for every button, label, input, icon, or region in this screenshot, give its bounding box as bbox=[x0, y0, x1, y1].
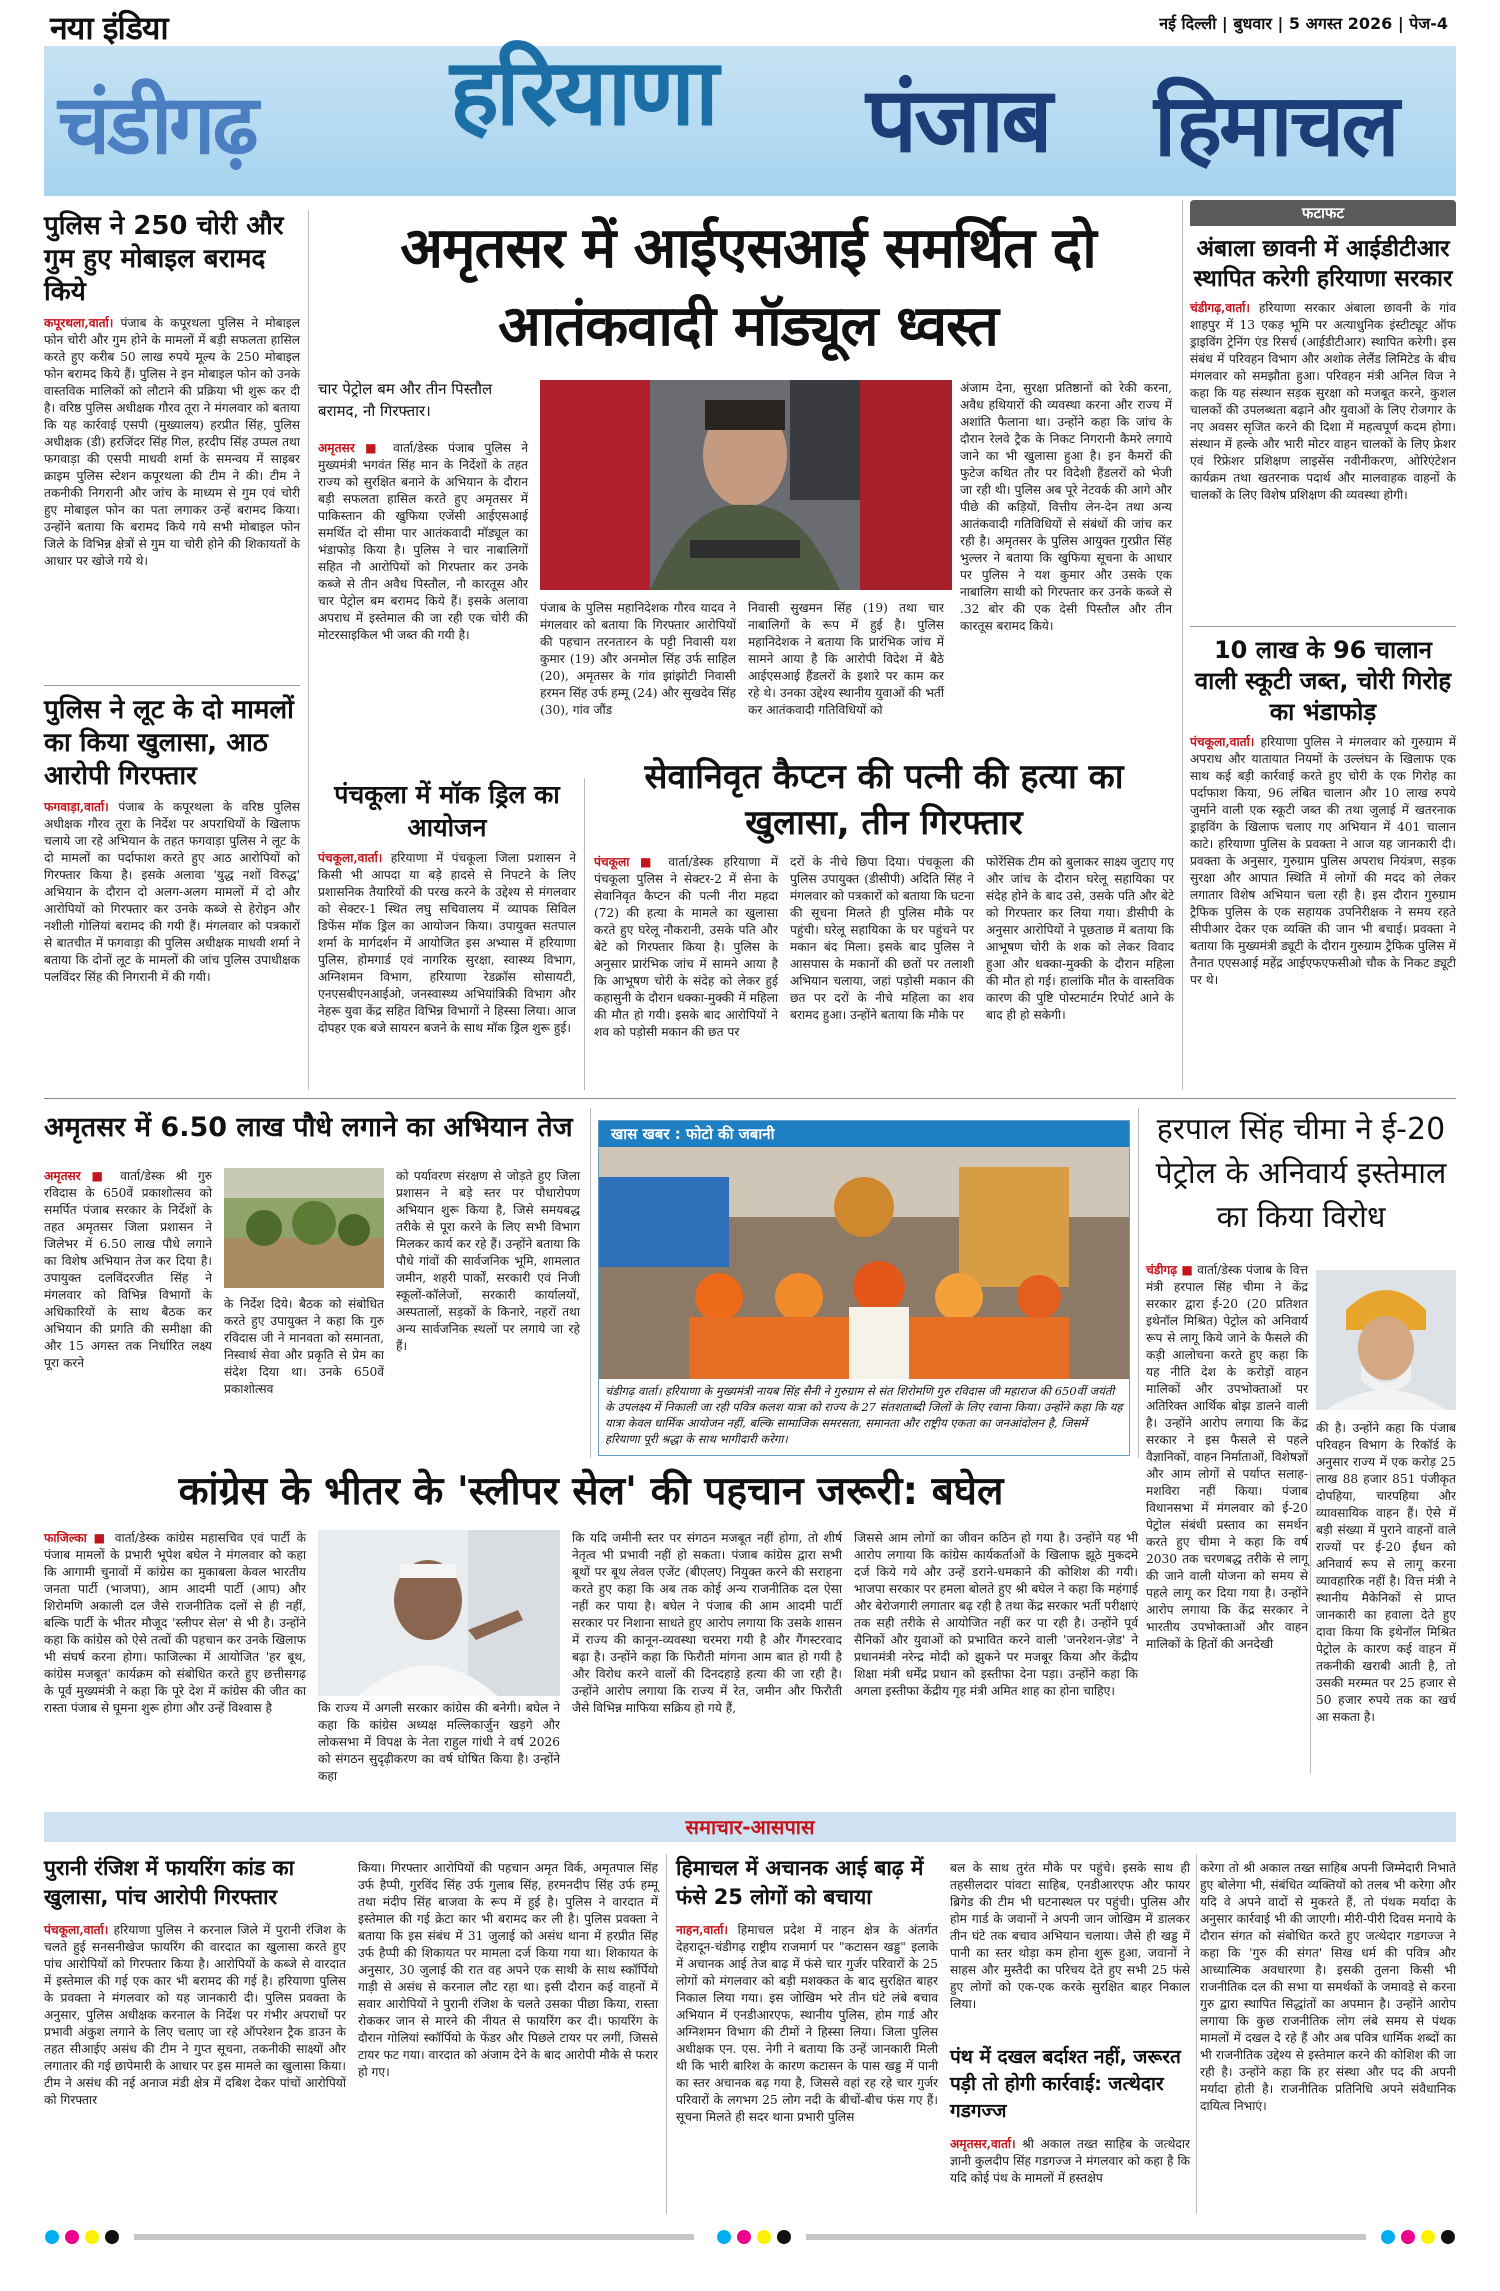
city-name: चंडीगढ़ bbox=[58, 78, 256, 173]
plants-col2 bbox=[224, 1296, 384, 1458]
mockdrill-headline: पंचकूला में मॉक ड्रिल का आयोजन bbox=[334, 780, 560, 842]
bottom-story1-col2 bbox=[358, 1860, 658, 2214]
sevanivrit-col1: पंचकूला ■ वार्ता/डेस्क हरियाणा में पंचकूला पुलिस ने सेक्टर-2 में सेना के सेवानिवृत कैप्टन की पत्नी नीरा महदा (72) की हत्या के मामले का खुलासा करते हुए घरेलू नौकरानी, उसके पति और बेटे को गिरफ्तार किया है। पुलिस के अनुसार प्रारंभिक जांच में सामने आया है कि आभूषण चोरी के संदेह को लेकर हुई कहासुनी के दौरान धक्का-मुक्की में महिला की मौत हो गयी। इसके बाद आरोपियों ने शव को पड़ोसी मकान की छत पर bbox=[594, 855, 779, 1039]
fatafat-divider bbox=[1190, 626, 1456, 627]
mockdrill-text: हरियाणा में पंचकूला जिला प्रशासन ने किसी भी आपदा या बड़े हादसे से निपटने के लिए प्रशासनिक तैयारियों की परख करने के उद्देश्य से मंगलवार को सेक्टर-1 स्थित लघु सचिवालय में व्यापक सिविल डिफेंस मॉक ड्रिल का आयोजन किया। उपायुक्त सतपाल शर्मा के मार्गदर्शन में आयोजित इस अभ्यास में हरियाणा पुलिस, होमगार्ड एवं नागरिक सुरक्षा, स्वास्थ्य विभाग, अग्निशमन विभाग, हरियाणा रेडक्रॉस सोसायटी, एनएसबीएनआईओ, जनस्वास्थ्य अभियांत्रिकी विभाग और नेहरू युवा केंद्र सहित विभिन्न विभागों ने हिस्सा लिया। आज दोपहर एक बजे सायरन बजने के साथ मॉक ड्रिल शुरू हुई। bbox=[318, 851, 577, 1035]
photo-feature-caption: चंडीगढ़ वार्ता। हरियाणा के मुख्यमंत्री नायब सिंह सैनी ने गुरुग्राम से संत शिरोमणि गुरु रविदास जी महाराज की 650वीं जयंती के उपलक्ष्य में निकाली जा रही पवित्र कलश यात्रा को राज्य के 27 संतशताब्दी जिलों के लिए रवाना किया। उन्होंने कहा कि यह यात्रा केवल धार्मिक आयोजन नहीं, बल्कि सामाजिक समरसता, समानता और राष्ट्रीय एकता का जनआंदोलन है, जिसमें हरियाणा पूरी श्रद्धा के साथ भागीदारी करेगा। bbox=[605, 1384, 1123, 1446]
paper-name-logo: नया इंडिया bbox=[50, 9, 168, 47]
bottom-story3-head bbox=[950, 2044, 1190, 2134]
mockdrill-body bbox=[318, 850, 576, 1086]
baghel-col4 bbox=[854, 1530, 1138, 1774]
bottom-story2-col1 bbox=[676, 1922, 938, 2214]
bottom-story3-col-right-text: करेगा तो श्री अकाल तख्त साहिब अपनी जिम्मेदारी निभाते हुए बोलेगा भी, संबंधित व्यक्तियों को तलब भी करेगा और यदि वे अपने वादों से मुकरते हैं, तो पंथक मर्यादा के अनुसार कार्रवाई भी की जाएगी। मीरी-पीरी दिवस मनाये के दौरान संगत को संबोधित करते हुए जत्थेदार गडगज्ज ने कहा कि 'गुरु की संगत' सिख धर्म की पवित्र और आध्यात्मिक अवधारणा है। इसकी तुलना किसी भी राजनीतिक दल की सभा या समर्थकों के जमावड़े से करना गुरु द्वारा स्थापित सिद्धांतों का अपमान है। उन्होंने आरोप लगाया कि कुछ राजनीतिक लोग लंबे समय से पंथक मामलों में दखल दे रहे हैं और अब पवित्र धार्मिक शब्दों का भी राजनीतिक उद्देश्य से इस्तेमाल करने की कोशिश की जा रही है। उन्होंने कहा कि हर संस्था और पद की अपनी मर्यादा होती है। राजनीतिक प्रतिनिधि अपने संवैधानिक दायित्व निभाएं। bbox=[1200, 1861, 1456, 2113]
plants-col3-text: को पर्यावरण संरक्षण से जोड़ते हुए जिला प्रशासन ने बड़े स्तर पर पौधारोपण अभियान शुरू किया है, जिसे समयबद्ध तरीके से पूरा करने के लिए सभी विभाग मिलकर कार्य कर रहे हैं। उन्होंने बताया कि पौधे गांवों की सार्वजनिक भूमि, शामलात जमीन, शहरी पार्कों, सरकारी एवं निजी स्कूलों-कॉलेजों, सरकारी कार्यालयों, अस्पतालों, सड़कों के किनारे, नहरों तथा अन्य सार्वजनिक स्थलों पर लगाये जा रहे हैं। bbox=[396, 1169, 580, 1353]
lead-headline-text: अमृतसर में आईएसआई समर्थित दो आतंकवादी मॉड्यूल ध्वस्त bbox=[400, 216, 1096, 359]
fatafat-idtr-headline: अंबाला छावनी में आईडीटीआर स्थापित करेगी हरियाणा सरकार bbox=[1193, 236, 1453, 292]
print-registration-bar bbox=[44, 2228, 1456, 2246]
bottom-story3-col2 bbox=[1200, 1860, 1456, 2214]
baghel-col2 bbox=[318, 1700, 560, 1783]
baghel-headline-text: कांग्रेस के भीतर के 'स्लीपर सेल' की पहचान जरूरी: बघेल bbox=[178, 1469, 1004, 1514]
fatafat-scooty-dateline: पंचकूला,वार्ता। bbox=[1190, 735, 1255, 749]
lead-col2 bbox=[540, 600, 736, 770]
plants-col3 bbox=[396, 1168, 580, 1458]
story-loot-body bbox=[44, 799, 300, 1119]
cheema-col2-text: की है। उन्होंने कहा कि पंजाब परिवहन विभाग के रिकॉर्ड के अनुसार राज्य में एक करोड़ 25 लाख 88 हजार 851 पंजीकृत दोपहिया, चारपहिया और व्यावसायिक वाहन हैं। ऐसे में बड़ी संख्या में पुराने वाहनों वाले राज्यों पर ई-20 ईंधन को अनिवार्य रूप से लागू करना व्यावहारिक नहीं है। वित्त मंत्री ने स्थानीय मैकेनिकों से प्राप्त जानकारी का हवाला देते हुए दावा किया कि इथेनॉल मिश्रित पेट्रोल के कारण कई वाहन में तकनीकी खराबी आती है, तो उसकी मरम्मत पर 25 हजार से 50 हजार रुपये तक का खर्च आ सकता है। bbox=[1316, 1421, 1456, 1724]
fatafat-scooty-text: हरियाणा पुलिस ने मंगलवार को गुरुग्राम में अपराध और यातायात नियमों के उल्लंघन के खिलाफ एक साथ कई बड़ी कार्रवाई करते हुए चोरी के एक गिरोह का पर्दाफाश किया, 96 लंबित चालान और 10 लाख रुपये जुर्माने वाली एक स्कूटी जब्त की तथा जुलाई में खतरनाक ड्राइविंग के खिलाफ चलाए गए अभियान में 401 चालान काटे। हरियाणा पुलिस के प्रवक्ता ने आज यह जानकारी दी। प्रवक्ता के अनुसार, गुरुग्राम पुलिस अपराध नियंत्रण, सड़क सुरक्षा और आपात स्थिति में लोगों की मदद को लेकर लगातार विशेष अभियान चला रही है। इस दौरान गुरुग्राम ट्रैफिक पुलिस के एक सहायक उपनिरीक्षक ने समय रहते सीपीआर देकर एक व्यक्ति की जान भी बचाई। प्रवक्ता ने बताया कि मुख्यमंत्री ड्यूटी के दौरान गुरुग्राम ट्रैफिक पुलिस में तैनात एएसआई महेंद्र आईएफएफसीओ चौक के निकट ड्यूटी पर थे। bbox=[1190, 735, 1457, 987]
sevanivrit-dateline-agency: वार्ता/डेस्क bbox=[668, 855, 714, 869]
photo-feature-label: खास खबर : फोटो की जबानी bbox=[599, 1121, 1129, 1147]
bottom-story2-col2-text: बल के साथ तुरंत मौके पर पहुंचे। इसके साथ ही तहसीलदार पांवटा साहिब, एनडीआरएफ और फायर ब्रिगेड की टीम भी घटनास्थल पर पहुंची। पुलिस और होम गार्ड के जवानों ने अपनी जान जोखिम में डालकर तीन घंटे तक बचाव अभियान चलाया। जैसे ही खड्ड में पानी का स्तर थोड़ा कम होना शुरू हुआ, जवानों ने साहस और मुस्तैदी का परिचय देते हुए सभी 25 फंसे हुए लोगों को एक-एक करके सुरक्षित बाहर निकाल लिया। bbox=[950, 1861, 1190, 2011]
story-mobile-headline: पुलिस ने 250 चोरी और गुम हुए मोबाइल बरामद किये bbox=[44, 211, 284, 307]
bottom-rule-1 bbox=[666, 1854, 667, 2214]
bottom-story3-col1 bbox=[950, 2136, 1190, 2214]
lead-col2-text: पंजाब के पुलिस महानिदेशक गौरव यादव ने मंगलवार को बताया कि गिरफ्तार आरोपियों की पहचान तरनतारन के पट्टी निवासी यश कुमार (19) और अनमोल सिंह उर्फ साहिल (20), अमृतसर के गांव झांझोटी निवासी हरमन सिंह उर्फ हम्मू (24) और सुखदेव सिंह (30), गांव जौंड bbox=[540, 601, 736, 717]
masthead bbox=[44, 4, 1456, 196]
sevanivrit-headline-text: सेवानिवृत कैप्टन की पत्नी की हत्या का खुलासा, तीन गिरफ्तार bbox=[644, 757, 1124, 843]
fatafat-scooty-headline: 10 लाख के 96 चालान वाली स्कूटी जब्त, चोरी गिरोह का भंडाफोड़ bbox=[1194, 636, 1452, 726]
lead-dateline-agency: वार्ता/डेस्क bbox=[393, 441, 438, 455]
dateline: नई दिल्ली | बुधवार | 5 अगस्त 2026 | पेज-4 bbox=[1159, 14, 1448, 33]
lead-col4-text: अंजाम देना, सुरक्षा प्रतिष्ठानों को रेकी करना, अवैध हथियारों की व्यवस्था करना और राज्य में अशांति फैलाना था। उन्होंने कहा कि जांच के दौरान रेलवे ट्रैक के निकट निगरानी कैमरे लगाये जाने का भी खुलासा हुआ है। इन कैमरों की फुटेज कथित तौर पर विदेशी हैंडलरों को भेजी जा रही थी। पुलिस अब पूरे नेटवर्क की आगे और पीछे की कड़ियों, वित्तीय लेन-देन तथा अन्य आतंकवादी गतिविधियों से संबंधों की जांच कर रही है। अमृतसर के पुलिस आयुक्त गुरप्रीत सिंह भुल्लर ने बताया कि खुफिया सूचना के आधार पर पुलिस ने यश कुमार और उसके एक नाबालिग साथी को गिरफ्तार कर उनके कब्जे से .32 बोर की एक देसी पिस्तौल और तीन कारतूस बरामद किये। bbox=[960, 381, 1172, 633]
fatafat-label: फटाफट bbox=[1190, 200, 1456, 226]
lead-headline bbox=[318, 210, 1178, 370]
lead-col3 bbox=[748, 600, 944, 770]
baghel-headline bbox=[44, 1464, 1138, 1524]
dgp-photo bbox=[540, 380, 952, 590]
bottom-section-band bbox=[44, 1812, 1456, 1842]
bottom-story3-headline: पंथ में दखल बर्दाश्त नहीं, जरूरत पड़ी तो होगी कार्रवाई: जत्थेदार गडगज्ज bbox=[950, 2046, 1181, 2122]
baghel-photo bbox=[318, 1530, 560, 1696]
baghel-col4-text: जिससे आम लोगों का जीवन कठिन हो गया है। उन्होंने यह भी आरोप लगाया कि कांग्रेस कार्यकर्ताओं के खिलाफ झूठे मुकदमे दर्ज किये गये और उन्हें डराने-धमकाने की कोशिश की गयी। भाजपा सरकार पर हमला बोलते हुए श्री बघेल ने कहा कि महंगाई और बेरोजगारी लगातार बढ़ रही है तथा केंद्र सरकार भर्ती परीक्षाएं तक सही तरीके से आयोजित नहीं कर पा रही है। उन्होंने पूर्व सैनिकों और युवाओं को प्रभावित करने वाली 'जनरेशन-ज़ेड' ने प्रधानमंत्री नरेन्द्र मोदी को झुकने पर मजबूर किया और केंद्रीय शिक्षा मंत्री धर्मेंद्र प्रधान को इस्तीफा देना पड़ा। उन्होंने कहा कि अगला इस्तीफा केंद्रीय गृह मंत्री अमित शाह का होना चाहिए। bbox=[854, 1531, 1138, 1698]
state-punjab: पंजाब bbox=[866, 68, 1050, 173]
bottom-story2-dateline: नाहन,वार्ता। bbox=[676, 1923, 729, 1937]
photo-feature bbox=[598, 1120, 1130, 1456]
mockdrill-dateline: पंचकूला,वार्ता। bbox=[318, 851, 383, 865]
bottom-story1-col1 bbox=[44, 1922, 346, 2214]
cheema-headline-text: हरपाल सिंह चीमा ने ई-20 पेट्रोल के अनिवार्य इस्तेमाल का किया विरोध bbox=[1155, 1112, 1447, 1235]
mockdrill-rule bbox=[584, 778, 585, 1090]
lead-dateline-city: अमृतसर bbox=[318, 441, 355, 455]
state-haryana: हरियाणा bbox=[450, 39, 716, 146]
story-mobile-text: पंजाब के कपूरथला पुलिस ने मोबाइल फोन चोरी और गुम होने के मामलों में बड़ी सफलता हासिल करते हुए करीब 50 लाख रुपये मूल्य के 250 मोबाइल फोन बरामद किये हैं। पुलिस ने इन मोबाइल फोन को उनके वास्तविक मालिकों को लौटाने की प्रक्रिया भी शुरू कर दी है। वरिष्ठ पुलिस अधीक्षक गौरव तूरा ने मंगलवार को बताया कि यह कार्रवाई एसपी (मुख्यालय) हरप्रीत सिंह, पुलिस अधीक्षक (डी) हरजिंदर सिंह गिल, हरदीप सिंह उप्पल तथा फगवाड़ा की एसपी माधवी शर्मा के समन्वय में साइबर क्राइम पुलिस स्टेशन कपूरथला की टीम ने की। टीम ने तकनीकी निगरानी और जांच के माध्यम से गुम एवं चोरी हुए मोबाइल फोन का पता लगाकर उन्हें बरामद किया। उन्होंने बताया कि बरामद किये गये सभी मोबाइल फोन जिले के विभिन्न क्षेत्रों से गुम या चोरी होने की शिकायतों के आधार पर खोजे गये थे। bbox=[44, 316, 300, 568]
sevanivrit-col1-text: हरियाणा में पंचकूला पुलिस ने सेक्टर-2 में सेना के सेवानिवृत कैप्टन की पत्नी नीरा महदा (72) की हत्या के मामले का खुलासा करते हुए घरेलू नौकरानी, उसके पति और बेटे को गिरफ्तार किया है। पुलिस के अनुसार प्रारंभिक जांच में सामने आया है कि आभूषण चोरी के संदेह को लेकर हुई कहासुनी के दौरान धक्का-मुक्की में महिला की मौत हो गयी। इसके बाद आरोपियों ने शव को पड़ोसी मकान की छत पर bbox=[594, 855, 779, 1039]
bottom-story1-headline: पुरानी रंजिश में फायरिंग कांड का खुलासा, पांच आरोपी गिरफ्तार bbox=[44, 1856, 295, 1909]
plants-headline bbox=[44, 1108, 584, 1154]
bottom-story1-dateline: पंचकूला,वार्ता। bbox=[44, 1923, 109, 1937]
bottom-story2-headline: हिमाचल में अचानक आई बाढ़ में फंसे 25 लोगों को बचाया bbox=[676, 1856, 924, 1909]
plants-dateline-city: अमृतसर bbox=[44, 1169, 81, 1183]
photo-feature-rule bbox=[1138, 1108, 1139, 1458]
plants-headline-text: अमृतसर में 6.50 लाख पौधे लगाने का अभियान तेज bbox=[44, 1112, 573, 1143]
plants-dateline-agency: वार्ता/डेस्क bbox=[120, 1169, 165, 1183]
baghel-col3-text: कि यदि जमीनी स्तर पर संगठन मजबूत नहीं होगा, तो शीर्ष नेतृत्व भी प्रभावी नहीं हो सकता। पंजाब कांग्रेस द्वारा सभी बूथों पर बूथ लेवल एजेंट (बीएलए) नियुक्त करने की सराहना करते हुए कहा कि अब तक कोई अन्य राजनीतिक दल ऐसा नहीं कर पाया है। बघेल ने पंजाब की आम आदमी पार्टी सरकार पर निशाना साधते हुए आरोप लगाया कि उसके शासन में राज्य की कानून-व्यवस्था चरमरा गयी है और गैंगस्टरवाद बढ़ा है। उन्होंने कहा कि फिरौती मांगना आम बात हो गयी है और विरोध करने वालों की दिनदहाड़े हत्या की जा रही है। उन्होंने आरोप लगाया कि राज्य में रेत, जमीन और फिरौती जैसे विभिन्न माफिया सक्रिय हो गये हैं, bbox=[572, 1531, 842, 1715]
sevanivrit-dateline-city: पंचकूला bbox=[594, 855, 630, 869]
fatafat-rule bbox=[1182, 200, 1183, 1090]
sevanivrit-col2-text: दरों के नीचे छिपा दिया। पंचकूला की पुलिस उपायुक्त (डीसीपी) अदिति सिंह ने मंगलवार को पत्रकारों को बताया कि घटना की सूचना मिलते ही पुलिस मौके पर पहुंची। घरेलू सहायिका के घर पहुंचने पर मकान बंद मिला। इसके बाद पुलिस ने आसपास के मकानों की छतों पर तलाशी अभियान चलाया, जहां पड़ोसी मकान की छत पर दरों के नीचे महिला का शव बरामद हुआ। उन्होंने बताया कि मौके पर bbox=[790, 855, 974, 1022]
procession-photo bbox=[599, 1147, 1129, 1379]
plants-rule bbox=[590, 1108, 591, 1458]
left-column bbox=[44, 210, 300, 1090]
cheema-photo bbox=[1316, 1270, 1456, 1410]
cheema-dateline-agency: वार्ता/डेस्क bbox=[1197, 1263, 1242, 1277]
fatafat-idtr-dateline: चंडीगढ़,वार्ता। bbox=[1190, 301, 1251, 315]
fatafat-scooty-body bbox=[1190, 734, 1456, 1084]
story-loot-text: पंजाब के कपूरथला के वरिष्ठ पुलिस अधीक्षक गौरव तूरा के निर्देश पर अपराधियों के खिलाफ चलाये जा रहे अभियान के तहत फगवाड़ा पुलिस ने लूट के दो मामलों का पर्दाफाश करते हुए आठ आरोपियों को गिरफ्तार किया है। इसके अलावा 'युद्ध नशों विरुद्ध' अभियान के दौरान दो अलग-अलग मामलों में दो और आरोपियों को गिरफ्तार कर उनके कब्जे से हेरोइन और नशीली गोलियां बरामद की गयी हैं। मंगलवार को पत्रकारों से बातचीत में फगवाड़ा की पुलिस अधीक्षक माधवी शर्मा ने बताया कि दोनों लूट के मामलों की जांच पुलिस उपाधीक्षक पलविंदर सिंह की निगरानी में की गयी। bbox=[44, 800, 300, 984]
bottom-story3-text: श्री अकाल तख्त साहिब के जत्थेदार ज्ञानी कुलदीप सिंह गडगज्ज ने मंगलवार को कहा है कि यदि कोई पंथ के मामलों में हस्तक्षेप bbox=[950, 2137, 1191, 2185]
fatafat-idtr-text: हरियाणा सरकार अंबाला छावनी के गांव शाहपुर में 13 एकड़ भूमि पर अत्याधुनिक इंस्टीट्यूट ऑफ ड्राइविंग ट्रेनिंग एंड रिसर्च (आईडीटीआर) स्थापित करेगी। इस संबंध में परिवहन विभाग और अशोक लेलैंड लिमिटेड के बीच मंगलवार को समझौता हुआ। परिवहन मंत्री अनिल विज ने कहा कि यह संस्थान सड़क सुरक्षा को मजबूत करने, कुशल चालकों की उपलब्धता बढ़ाने और युवाओं के लिए रोजगार के नए अवसर सृजित करने की दिशा में महत्वपूर्ण कदम होगा। संस्थान में हल्के और भारी मोटर वाहन चालकों के लिए फ्रेशर एवं रिफ्रेशर प्रशिक्षण लाइसेंस नवीनीकरण, ओरिएंटेशन कार्यक्रम तथा खतरनाक पदार्थ और मालवाहक वाहनों के चालकों के लिए विशेष प्रशिक्षण की व्यवस्था होगी। bbox=[1190, 301, 1456, 502]
cheema-col1-text: पंजाब के वित्त मंत्री हरपाल सिंह चीमा ने केंद्र सरकार द्वारा ई-20 (20 प्रतिशत इथेनॉल मिश्रित) पेट्रोल को अनिवार्य रूप से लागू किये जाने के फैसले की कड़ी आलोचना करते हुए कहा कि यह नीति देश के करोड़ों वाहन मालिकों और उपभोक्ताओं पर अतिरिक्त आर्थिक बोझ डालने वाली है। उन्होंने आरोप लगाया कि केंद्र सरकार ने इस फैसले से पहले वैज्ञानिकों, वाहन निर्माताओं, विशेषज्ञों और आम लोगों से पर्याप्त सलाह-मशविरा नहीं किया। पंजाब विधानसभा में मंगलवार को ई-20 पेट्रोल संबंधी प्रस्ताव का समर्थन करते हुए चीमा ने कहा कि वर्ष 2030 तक चरणबद्ध तरीके से लागू की जाने वाली योजना को समय से पहले लागू कर दिया गया है। उन्होंने आरोप लगाया कि केंद्र सरकार ने भारतीय उपभोक्ताओं और वाहन मालिकों के हितों की अनदेखी bbox=[1146, 1263, 1308, 1651]
bottom-story1-col2-text: किया। गिरफ्तार आरोपियों की पहचान अमृत विर्क, अमृतपाल सिंह उर्फ हैप्पी, गुरविंद सिंह उर्फ गुलाब सिंह, हरमनदीप सिंह उर्फ हम्मू तथा मंदीप सिंह बाजवा के रूप में हुई है। पुलिस ने वारदात में इस्तेमाल की गई क्रेटा कार भी बरामद कर ली है। पुलिस प्रवक्ता ने बताया कि इस संबंध में 31 जुलाई को असंध थाना में हरप्रीत सिंह उर्फ हैप्पी की शिकायत पर मामला दर्ज किया गया था। शिकायत के अनुसार, 30 जुलाई की रात वह अपने एक साथी के साथ स्कॉर्पियो गाड़ी से असंध से करनाल लौट रहा था। इसी दौरान कई वाहनों में सवार आरोपियों ने पुरानी रंजिश के चलते उसका पीछा किया, रास्ता रोककर जान से मारने की नीयत से फायरिंग कर दी। फायरिंग के दौरान गोलियां स्कॉर्पियो के फेंडर और पिछले टायर पर लगीं, जिससे टायर फट गया। वारदात को अंजाम देने के बाद आरोपी मौके से फरार हो गए। bbox=[358, 1861, 658, 2079]
bottom-story3-dateline: अमृतसर,वार्ता। bbox=[950, 2137, 1016, 2151]
bottom-story1-col1-text: हरियाणा पुलिस ने करनाल जिले में पुरानी रंजिश के चलते हुई सनसनीखेज फायरिंग की वारदात का खुलासा करते हुए पांच आरोपियों को गिरफ्तार किया है। आरोपियों के कब्जे से वारदात में इस्तेमाल की गई एक कार भी बरामद की गई है। हरियाणा पुलिस के प्रवक्ता ने मंगलवार को यह जानकारी दी। पुलिस प्रवक्ता के अनुसार, पुलिस अधीक्षक करनाल के निर्देश पर गंभीर अपराधों पर प्रभावी अंकुश लगाने के लिए चलाए जा रहे ऑपरेशन ट्रैक डाउन के तहत सीआईए असंध की टीम ने गुप्त सूचना, तकनीकी साक्ष्यों और लगातार की गई छापेमारी के आधार पर इस मामले का खुलासा किया। टीम ने असंध की नई अनाज मंडी क्षेत्र में दबिश देकर पांचों आरोपियों को गिरफ्तार bbox=[44, 1923, 347, 2107]
section-divider-1 bbox=[44, 1098, 1456, 1099]
cheema-col1: चंडीगढ़ ■ वार्ता/डेस्क पंजाब के वित्त मंत्री हरपाल सिंह चीमा ने केंद्र सरकार द्वारा ई-20 (20 प्रतिशत इथेनॉल मिश्रित) पेट्रोल को अनिवार्य रूप से लागू किये जाने के फैसले की कड़ी आलोचना करते हुए कहा कि यह नीति देश के करोड़ों वाहन मालिकों और उपभोक्ताओं पर अतिरिक्त आर्थिक बोझ डालने वाली है। उन्होंने आरोप लगाया कि केंद्र सरकार ने इस फैसले से पहले वैज्ञानिकों, वाहन निर्माताओं, विशेषज्ञों और आम लोगों से पर्याप्त सलाह-मशविरा नहीं किया। पंजाब विधानसभा में मंगलवार को ई-20 पेट्रोल संबंधी प्रस्ताव का समर्थन करते हुए चीमा ने कहा कि वर्ष 2030 तक चरणबद्ध तरीके से लागू की जाने वाली योजना को समय से पहले लागू कर दिया गया है। उन्होंने आरोप लगाया कि केंद्र सरकार ने भारतीय उपभोक्ताओं और वाहन मालिकों के हितों की अनदेखी bbox=[1146, 1263, 1308, 1651]
story-divider bbox=[44, 685, 300, 686]
baghel-col1-text: कांग्रेस महासचिव एवं पार्टी के पंजाब मामलों के प्रभारी भूपेश बघेल ने मंगलवार को कहा कि आगामी चुनावों में कांग्रेस का मुकाबला केवल भारतीय जनता पार्टी (भाजपा), आम आदमी पार्टी (आप) और शिरोमणि अकाली दल जैसे राजनीतिक दलों से ही नहीं, बल्कि पार्टी के भीतर मौजूद 'स्लीपर सेल' से भी है। उन्होंने कहा कि कांग्रेस को ऐसे तत्वों की पहचान कर उनके खिलाफ भी संघर्ष करना होगा। फाजिल्का में आयोजित 'हर बूथ, कांग्रेस मजबूत' कार्यक्रम को संबोधित करते हुए छत्तीसगढ़ के पूर्व मुख्यमंत्री ने कहा कि पूरे देश में कांग्रेस की जीत का रास्ता पंजाब से घूमना शुरू होगा और उन्हें विश्वास है bbox=[44, 1531, 306, 1715]
story-mobile-dateline: कपूरथला,वार्ता। bbox=[44, 316, 114, 330]
cheema-dateline-city: चंडीगढ़ bbox=[1146, 1263, 1178, 1277]
story-mobile-body bbox=[44, 315, 300, 677]
lead-subhead bbox=[318, 378, 528, 424]
sevanivrit-col3 bbox=[986, 854, 1174, 1090]
baghel-col3 bbox=[572, 1530, 842, 1774]
lead-col3-text: निवासी सुखमन सिंह (19) तथा चार नाबालिगों के रूप में हुई है। पुलिस महानिदेशक ने बताया कि प्रारंभिक जांच में सामने आया है कि आरोपी विदेश में बैठे आईएसआई हैंडलरों के इशारे पर काम कर रहे थे। उनका उद्देश्य स्थानीय युवाओं की भर्ती कर आतंकवादी गतिविधियों को bbox=[748, 601, 944, 717]
cheema-headline bbox=[1146, 1108, 1456, 1258]
story-loot-headline: पुलिस ने लूट के दो मामलों का किया खुलासा, आठ आरोपी गिरफ्तार bbox=[44, 695, 294, 791]
bottom-story2-col2 bbox=[950, 1860, 1190, 2038]
sevanivrit-col3-text: फोरेंसिक टीम को बुलाकर साक्ष्य जुटाए गए और जांच के दौरान घरेलू सहायिका पर संदेह होने के बाद उसे, उसके पति और बेटे को गिरफ्तार कर लिया गया। डीसीपी के अनुसार आरोपियों ने पूछताछ में बताया कि आभूषण चोरी के शक को लेकर विवाद हुआ और धक्का-मुक्की के दौरान महिला की मौत हो गई। हालांकि मौत के वास्तविक कारण की पुष्टि पोस्टमार्टम रिपोर्ट आने के बाद ही हो सकेगी। bbox=[986, 855, 1174, 1022]
lead-col4 bbox=[960, 380, 1172, 770]
baghel-col2-text: कि राज्य में अगली सरकार कांग्रेस की बनेगी। बघेल ने कहा कि कांग्रेस अध्यक्ष मल्लिकार्जुन खड़गे और लोकसभा में विपक्ष के नेता राहुल गांधी ने वर्ष 2026 को संगठन सुदृढ़ीकरण का वर्ष घोषित किया है। उन्होंने कहा bbox=[318, 1701, 560, 1783]
cheema-col2 bbox=[1316, 1420, 1456, 1774]
lead-col1: अमृतसर ■ वार्ता/डेस्क पंजाब पुलिस ने मुख्यमंत्री भगवंत सिंह मान के निर्देशों के तहत राज्य को सुरक्षित बनाने के अभियान के दौरान बड़ी सफलता हासिल करते हुए अमृतसर में पाकिस्तान की खुफिया एजेंसी आईएसआई समर्थित दो सीमा पार आतंकवादी मॉड्यूल का भंडाफोड़ किया है। पुलिस ने चार नाबालिगों सहित नौ आरोपियों को गिरफ्तार कर उनके कब्जे से तीन अवैध पिस्तौल, नौ कारतूस और चार पेट्रोल बम बरामद किये हैं। इसके अलावा अपराध में इस्तेमाल की जा रही एक चोरी की मोटरसाइकिल भी जब्त की गयी है। bbox=[318, 441, 529, 642]
bottom-rule-2 bbox=[1196, 1854, 1197, 2214]
plants-col1-text: श्री गुरु रविदास के 650वें प्रकाशोत्सव को समर्पित पंजाब सरकार के निर्देशों के तहत अमृतसर जिला प्रशासन ने जिलेभर में 6.50 लाख पौधे लगाने का विशेष अभियान तेज कर दिया है। उपायुक्त दलविंदरजीत सिंह ने मंगलवार को विभिन्न विभागों के अधिकारियों के साथ बैठक कर अभियान की प्रगति की समीक्षा की और 15 अगस्त तक निर्धारित लक्ष्य पूरा करने bbox=[44, 1169, 213, 1370]
baghel-dateline-agency: वार्ता/डेस्क bbox=[114, 1531, 160, 1545]
lead-subhead-text: चार पेट्रोल बम और तीन पिस्तौल बरामद, नौ गिरफ्तार। bbox=[318, 380, 493, 420]
sevanivrit-col2 bbox=[790, 854, 974, 1090]
baghel-dateline-city: फाजिल्का bbox=[44, 1531, 87, 1545]
state-himachal: हिमाचल bbox=[1154, 76, 1397, 176]
mockdrill-story bbox=[318, 778, 576, 1090]
plants-col2-text: के निर्देश दिये। बैठक को संबोधित करते हुए उपायुक्त ने कहा कि गुरु रविदास जी ने मानवता को समानता, निस्वार्थ सेवा और प्रकृति से प्रेम का संदेश दिया था। उनके 650वें प्रकाशोत्सव bbox=[224, 1297, 384, 1396]
baghel-col1: फाजिल्का ■ वार्ता/डेस्क कांग्रेस महासचिव एवं पार्टी के पंजाब मामलों के प्रभारी भूपेश बघेल ने मंगलवार को कहा कि आगामी चुनावों में कांग्रेस का मुकाबला केवल भारतीय जनता पार्टी (भाजपा), आम आदमी पार्टी (आप) और शिरोमणि अकाली दल जैसे राजनीतिक दलों से ही नहीं, बल्कि पार्टी के भीतर मौजूद 'स्लीपर सेल' से भी है। उन्होंने कहा कि कांग्रेस को ऐसे तत्वों की पहचान कर उनके खिलाफ भी संघर्ष करना होगा। फाजिल्का में आयोजित 'हर बूथ, कांग्रेस मजबूत' कार्यक्रम को संबोधित करते हुए छत्तीसगढ़ के पूर्व मुख्यमंत्री ने कहा कि पूरे देश में कांग्रेस की जीत का रास्ता पंजाब से घूमना शुरू होगा और उन्हें विश्वास है bbox=[44, 1531, 306, 1715]
fatafat-idtr-body bbox=[1190, 300, 1456, 618]
sevanivrit-headline bbox=[594, 754, 1174, 850]
bottom-section-label: समाचार-आसपास bbox=[685, 1815, 815, 1839]
lead-col1-text: पंजाब पुलिस ने मुख्यमंत्री भगवंत सिंह मान के निर्देशों के तहत राज्य को सुरक्षित बनाने के अभियान के दौरान बड़ी सफलता हासिल करते हुए अमृतसर में पाकिस्तान की खुफिया एजेंसी आईएसआई समर्थित दो सीमा पार आतंकवादी मॉड्यूल का भंडाफोड़ किया है। पुलिस ने चार नाबालिगों सहित नौ आरोपियों को गिरफ्तार कर उनके कब्जे से तीन अवैध पिस्तौल, नौ कारतूस और चार पेट्रोल बम बरामद किये हैं। इसके अलावा अपराध में इस्तेमाल की जा रही एक चोरी की मोटरसाइकिल भी जब्त की गयी है। bbox=[318, 441, 529, 642]
fatafat-column bbox=[1190, 200, 1456, 1090]
plants-col1: अमृतसर ■ वार्ता/डेस्क श्री गुरु रविदास के 650वें प्रकाशोत्सव को समर्पित पंजाब सरकार के निर्देशों के तहत अमृतसर जिला प्रशासन ने जिलेभर में 6.50 लाख पौधे लगाने का विशेष अभियान तेज कर दिया है। उपायुक्त दलविंदरजीत सिंह ने मंगलवार को विभिन्न विभागों के अधिकारियों के साथ बैठक कर अभियान की प्रगति की समीक्षा की और 15 अगस्त तक निर्धारित लक्ष्य पूरा करने bbox=[44, 1169, 213, 1370]
story-loot-dateline: फगवाड़ा,वार्ता। bbox=[44, 800, 109, 814]
bottom-story2-col1-text: हिमाचल प्रदेश में नाहन क्षेत्र के अंतर्गत देहरादून-चंडीगढ़ राष्ट्रीय राजमार्ग पर "कटासन खड्ड" इलाके में अचानक आई तेज बाढ़ में फंसे चार गुर्जर परिवारों के 25 लोगों को मंगलवार को बड़ी मशक्कत के बाद सुरक्षित बाहर निकाल लिया गया। इस जोखिम भरे तीन घंटे लंबे बचाव अभियान में एनडीआरएफ, स्थानीय पुलिस, होम गार्ड और अग्निशमन विभाग की टीमों ने हिस्सा लिया। जिला पुलिस अधीक्षक एन. एस. नेगी ने बताया कि उन्हें जानकारी मिली थी कि भारी बारिश के कारण कटासन के पास खड्ड में पानी का स्तर अचानक बढ़ गया है, जिससे वहां रह रहे चार गुर्जर परिवारों के लगभग 25 लोग नदी के बीचों-बीच फंस गए हैं। सूचना मिलते ही सदर थाना प्रभारी पुलिस bbox=[676, 1923, 938, 2124]
cheema-rule bbox=[1310, 1470, 1311, 1774]
left-column-rule bbox=[308, 210, 309, 1090]
plants-photo bbox=[224, 1168, 384, 1288]
